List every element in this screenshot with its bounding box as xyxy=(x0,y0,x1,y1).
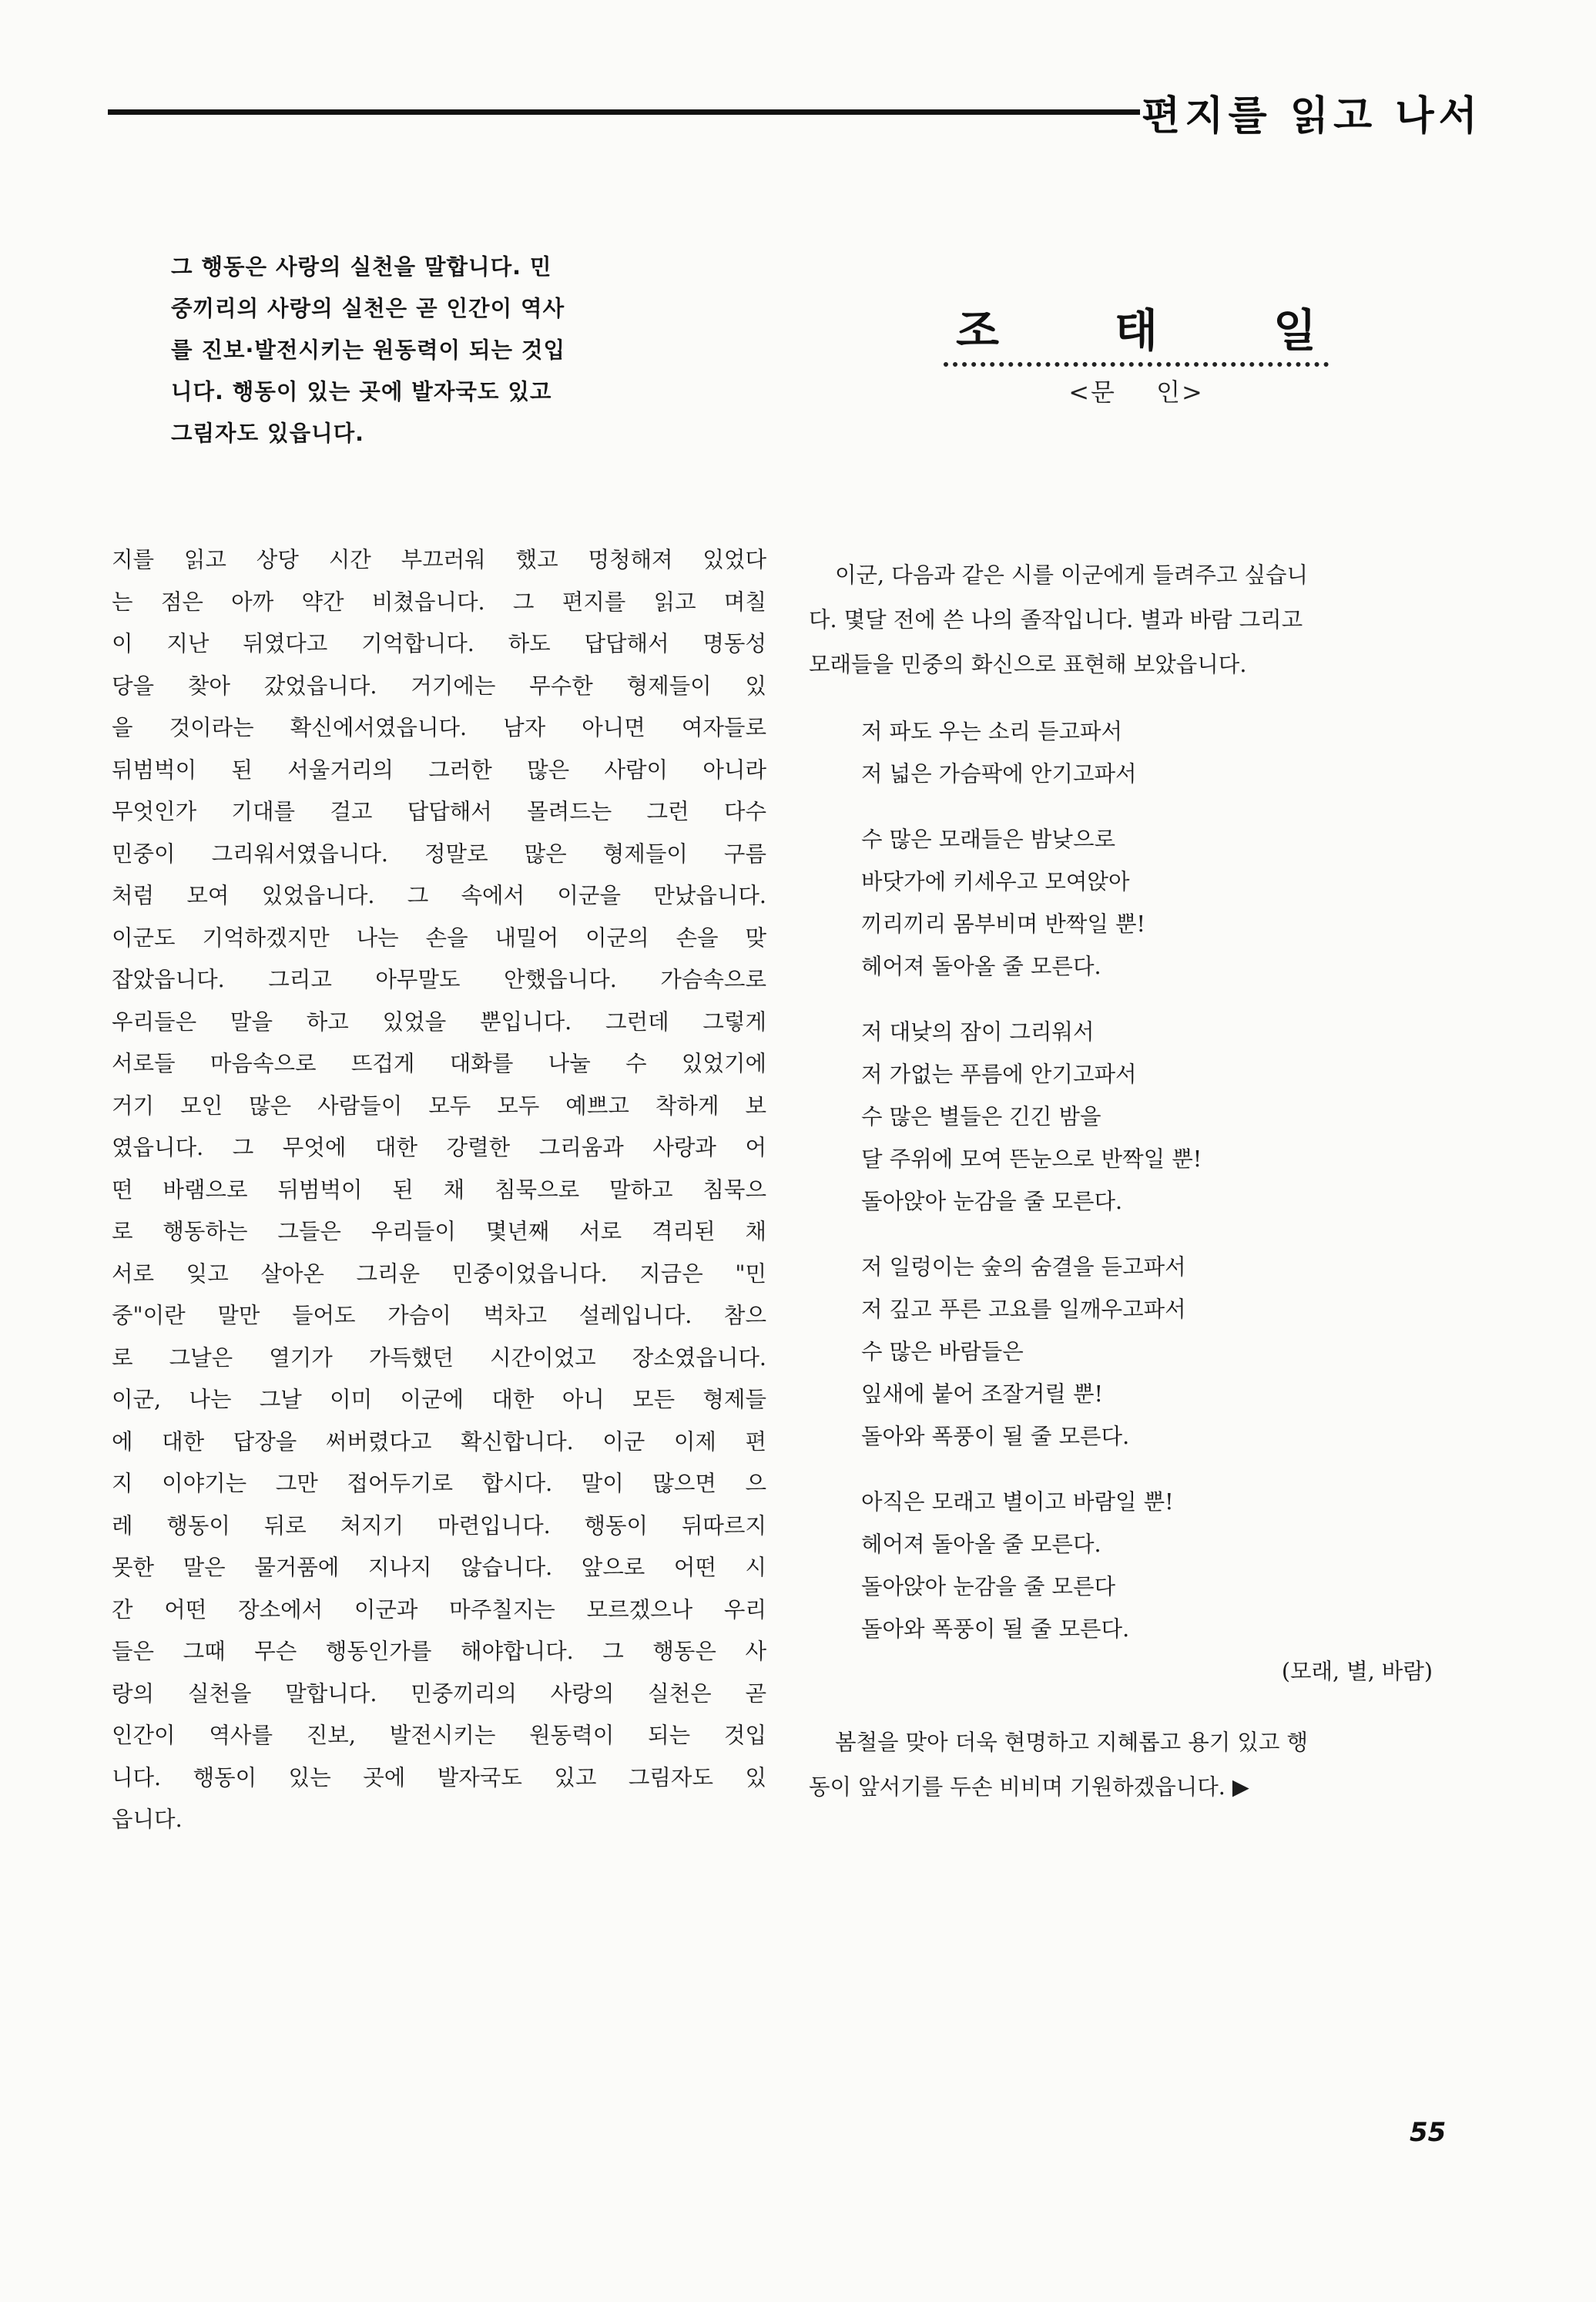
poem-line: 돌아앉아 눈감을 줄 모른다. xyxy=(861,1189,1123,1214)
body-line: 봄철을 맞아 더욱 현명하고 지혜롭고 용기 있고 행 xyxy=(835,1730,1309,1755)
poem-stanza xyxy=(861,1246,1479,1458)
body-line: 다. 몇달 전에 쓴 나의 졸작입니다. 별과 바람 그리고 xyxy=(809,607,1303,633)
body-line: 거기 모인 많은 사람들이 모두 모두 예쁘고 착하게 보 xyxy=(112,1092,766,1119)
author-byline xyxy=(944,302,1433,408)
poem-stanza xyxy=(861,818,1479,988)
pull-quote-line: 니다. 행동이 있는 곳에 발자국도 있고 xyxy=(171,379,552,404)
body-line: 모래들을 민중의 화신으로 표현해 보았읍니다. xyxy=(809,652,1247,677)
body-line: 에 대한 답장을 써버렸다고 확신합니다. 이군 이제 편 xyxy=(112,1428,766,1455)
poem-line: 수 많은 별들은 긴긴 밤을 xyxy=(861,1104,1101,1129)
body-line: 이 지난 뒤였다고 기억합니다. 하도 답답해서 명동성 xyxy=(112,631,766,656)
body-line: 뒤범벅이 된 서울거리의 그러한 많은 사람이 아니라 xyxy=(112,757,766,783)
body-line: 지 이야기는 그만 접어두기로 합시다. 말이 많으면 으 xyxy=(112,1471,766,1496)
poem-stanza xyxy=(861,1011,1479,1223)
author-name: 조태일 xyxy=(955,304,1433,357)
poem-line: 수 많은 모래들은 밤낮으로 xyxy=(861,827,1116,852)
body-line: 민중이 그리워서였읍니다. 정말로 많은 형제들이 구름 xyxy=(112,841,766,867)
author-role: <문 인> xyxy=(1068,378,1204,407)
poem-line: 잎새에 붙어 조잘거릴 뿐! xyxy=(861,1381,1103,1407)
body-line: 이군도 기억하겠지만 나는 손을 내밀어 이군의 손을 맞 xyxy=(112,924,766,951)
section-title: 편지를 읽고 나서 xyxy=(1142,93,1482,139)
poem-line: 바닷가에 키세우고 모여앉아 xyxy=(861,869,1130,894)
poem-line: 아직은 모래고 별이고 바람일 뿐! xyxy=(861,1489,1174,1515)
body-line: 서로 잊고 살아온 그리운 민중이었읍니다. 지금은 "민 xyxy=(112,1260,766,1287)
body-line: 니다. 행동이 있는 곳에 발자국도 있고 그림자도 있 xyxy=(112,1764,766,1790)
body-line: 서로들 마음속으로 뜨겁게 대화를 나눌 수 있었기에 xyxy=(112,1051,766,1076)
body-line: 로 그날은 열기가 가득했던 시간이었고 장소였읍니다. xyxy=(112,1344,766,1371)
body-line: 이군, 다음과 같은 시를 이군에게 들려주고 싶습니 xyxy=(835,562,1309,588)
poem-stanza xyxy=(861,1481,1479,1650)
body-line: 못한 말은 물거품에 지나지 않습니다. 앞으로 어떤 시 xyxy=(112,1555,766,1580)
body-line: 인간이 역사를 진보, 발전시키는 원동력이 되는 것입 xyxy=(112,1723,766,1748)
pull-quote-line: 그림자도 있읍니다. xyxy=(171,421,364,446)
closing-paragraph xyxy=(809,1720,1479,1810)
poem-line: 수 많은 바람들은 xyxy=(861,1339,1024,1364)
poem-line: 저 가없는 푸름에 안기고파서 xyxy=(861,1062,1137,1087)
pull-quote-line: 를 진보·발전시키는 원동력이 되는 것입 xyxy=(171,337,566,363)
left-column-body xyxy=(112,539,766,1841)
body-line: 였읍니다. 그 무엇에 대한 강렬한 그리움과 사랑과 어 xyxy=(112,1135,766,1160)
body-line: 을 것이라는 확신에서였읍니다. 남자 아니면 여자들로 xyxy=(112,715,766,740)
poem-line: 돌아와 폭풍이 될 줄 모른다. xyxy=(861,1424,1130,1449)
header-rule xyxy=(108,109,1140,115)
author-dotted-rule xyxy=(944,362,1329,367)
pull-quote xyxy=(171,247,687,455)
poem-line: 저 대낮의 잠이 그리워서 xyxy=(861,1019,1095,1045)
body-line: 동이 앞서기를 두손 비비며 기원하겠읍니다. ▶ xyxy=(809,1774,1249,1800)
poem-line: 돌아와 폭풍이 될 줄 모른다. xyxy=(861,1616,1130,1642)
page-number: 55 xyxy=(1410,2117,1447,2148)
body-line: 로 행동하는 그들은 우리들이 몇년째 서로 격리된 채 xyxy=(112,1219,766,1244)
body-line: 들은 그때 무슨 행동인가를 해야합니다. 그 행동은 사 xyxy=(112,1639,766,1664)
poem-line: 헤어져 돌아올 줄 모른다. xyxy=(861,954,1101,979)
poem-line: 헤어져 돌아올 줄 모른다. xyxy=(861,1532,1101,1557)
body-line: 중"이란 말만 들어도 가슴이 벅차고 설레입니다. 참으 xyxy=(112,1303,766,1328)
pull-quote-line: 중끼리의 사랑의 실천은 곧 인간이 역사 xyxy=(171,296,565,321)
right-column-body xyxy=(809,553,1479,1810)
body-line: 우리들은 말을 하고 있었을 뿐입니다. 그런데 그렇게 xyxy=(112,1008,766,1035)
body-line: 당을 찾아 갔었읍니다. 거기에는 무수한 형제들이 있 xyxy=(112,673,766,699)
body-line: 잡았읍니다. 그리고 아무말도 안했읍니다. 가슴속으로 xyxy=(112,967,766,992)
pull-quote-line: 그 행동은 사랑의 실천을 말합니다. 민 xyxy=(171,254,552,280)
poem-line: 저 파도 우는 소리 듣고파서 xyxy=(861,719,1123,744)
poem-source: (모래, 별, 바람) xyxy=(1281,1659,1433,1684)
body-line: 이군, 나는 그날 이미 이군에 대한 아니 모든 형제들 xyxy=(112,1387,766,1412)
poem-line: 저 깊고 푸른 고요를 일깨우고파서 xyxy=(861,1297,1186,1322)
body-line: 처럼 모여 있었읍니다. 그 속에서 이군을 만났읍니다. xyxy=(112,883,766,908)
body-line: 랑의 실천을 말합니다. 민중끼리의 사랑의 실천은 곧 xyxy=(112,1680,766,1706)
poem-line: 끼리끼리 몸부비며 반짝일 뿐! xyxy=(861,911,1146,937)
body-line: 떤 바램으로 뒤범벅이 된 채 침묵으로 말하고 침묵으 xyxy=(112,1176,766,1203)
poem-line: 달 주위에 모여 뜬눈으로 반짝일 뿐! xyxy=(861,1146,1202,1172)
body-line: 간 어떤 장소에서 이군과 마주칠지는 모르겠으나 우리 xyxy=(112,1596,766,1622)
body-line: 지를 읽고 상당 시간 부끄러워 했고 멍청해져 있었다 xyxy=(112,547,766,572)
poem-line: 저 넓은 가슴팍에 안기고파서 xyxy=(861,761,1137,787)
poem-stanza xyxy=(861,710,1479,795)
body-line: 는 점은 아까 약간 비쳤읍니다. 그 편지를 읽고 며칠 xyxy=(112,589,766,615)
body-line: 무엇인가 기대를 걸고 답답해서 몰려드는 그런 다수 xyxy=(112,799,766,824)
poem-line: 돌아앉아 눈감을 줄 모른다 xyxy=(861,1574,1116,1599)
body-line: 읍니다. xyxy=(112,1807,183,1832)
poem-intro xyxy=(809,553,1479,687)
poem-line: 저 일렁이는 숲의 숨결을 듣고파서 xyxy=(861,1254,1186,1280)
body-line: 레 행동이 뒤로 처지기 마련입니다. 행동이 뒤따르지 xyxy=(112,1512,766,1539)
